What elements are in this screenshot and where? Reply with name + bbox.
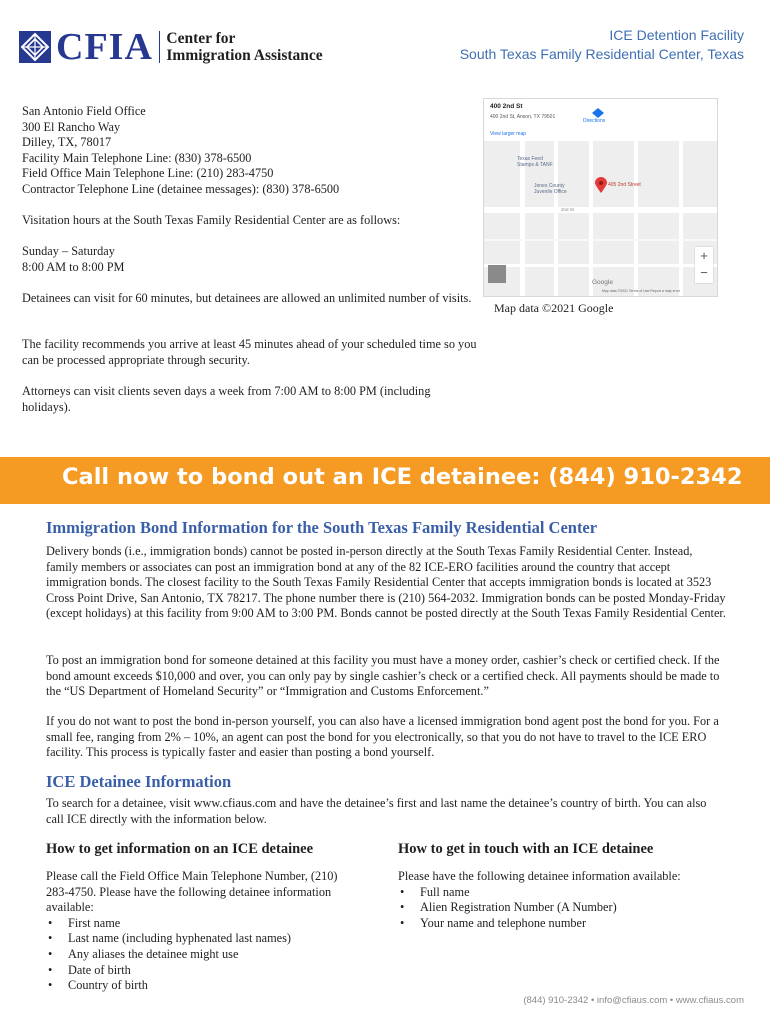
contact-column [398, 869, 728, 931]
info-column-text: Please call the Field Office Main Telephone Number, (210) 283-4750. Please have the following detainee information available: [46, 869, 338, 915]
map-zoom-controls [695, 247, 713, 283]
visitation-time: 8:00 AM to 8:00 PM [22, 259, 125, 274]
info-list [46, 916, 351, 994]
visitation-duration: Detainees can visit for 60 minutes, but detainees are allowed an unlimited number of visits. [22, 291, 472, 305]
logo-divider [159, 31, 161, 63]
street-view-pegman-icon[interactable] [488, 265, 506, 283]
map-street-label: 2nd St [561, 207, 575, 212]
call-banner-text[interactable]: Call now to bond out an ICE detainee: (844) 910-2342 [62, 464, 743, 490]
detainee-section-heading: ICE Detainee Information [46, 772, 232, 791]
list-item: • Alien Registration Number (A Number) [398, 900, 728, 916]
list-item: • First name [46, 916, 351, 932]
bond-paragraph: If you do not want to post the bond in-person yourself, you can also have a licensed immigration bond agent post the bond for you. For a small fee, ranging from 2% – 10%, an agent can post the bond for you electronically, so that you do not have to travel to the ICE ERO facility. This process is typically faster and easier than posting a bond yourself. [46, 714, 719, 760]
google-map[interactable] [483, 98, 718, 297]
bond-section-heading: Immigration Bond Information for the South Texas Family Residential Center [46, 518, 598, 537]
zoom-out-button[interactable]: − [700, 265, 708, 280]
contact-list [398, 885, 728, 932]
map-place-address: 400 2nd St, Anson, TX 79501 [490, 114, 556, 120]
facility-name: South Texas Family Residential Center, Texas [459, 46, 744, 62]
list-item: • Full name [398, 885, 728, 901]
office-line: San Antonio Field Office [22, 104, 146, 118]
office-line: 300 El Rancho Way [22, 119, 121, 134]
directions-icon[interactable] [591, 105, 605, 115]
logo-wordmark: CFIA [56, 26, 153, 68]
list-item: • Date of birth [46, 963, 351, 979]
map-attribution: Map data ©2021 Terms of Use Report a map error [602, 289, 680, 293]
detainee-intro: To search for a detainee, visit www.cfiaus.com and have the detainee’s first and last name the detainee’s country of birth. You can also call ICE directly with the information below. [46, 796, 707, 826]
list-item: • Your name and telephone number [398, 916, 728, 932]
map-place-title: 400 2nd St [490, 103, 523, 110]
logo-subtitle-line2: Immigration Assistance [166, 47, 323, 64]
directions-link[interactable]: Directions [583, 118, 606, 124]
zoom-in-button[interactable]: + [700, 248, 708, 263]
info-column [46, 869, 351, 994]
visitation-intro: Visitation hours at the South Texas Family Residential Center are as follows: [22, 213, 401, 227]
map-pin-icon[interactable] [595, 177, 607, 193]
facility-title [460, 26, 744, 64]
list-item: • Any aliases the detainee might use [46, 947, 351, 963]
visitation-days: Sunday – Saturday [22, 244, 115, 258]
list-item: • Last name (including hyphenated last names) [46, 931, 351, 947]
footer-contact: (844) 910-2342 • info@cfiaus.com • www.cfiaus.com [523, 995, 744, 1006]
logo-subtitle-line1: Center for [166, 30, 236, 47]
map-pin-label: 405 2nd Street [608, 182, 641, 188]
map-poi-label: Texas Feed Stamps & TANF [517, 156, 553, 168]
logo-subtitle [166, 30, 322, 64]
map-poi-label: Jones County Juvenile Office [534, 183, 567, 195]
google-logo: Google [592, 279, 613, 286]
bond-paragraph: To post an immigration bond for someone detained at this facility you must have a money order, cashier’s check or certified check. If the bond amount exceeds $10,000 and over, you can only pay by single cashier’s check or a certified check. All payments should be made to the “US Department of Homeland Security” or “Immigration and Customs Enforcement.” [46, 653, 720, 699]
info-column-heading: How to get information on an ICE detainee [46, 841, 314, 857]
visitation-arrival: The facility recommends you arrive at least 45 minutes ahead of your scheduled time so you can be processed appropriate through security. [22, 337, 477, 367]
cfia-emblem-icon [18, 30, 52, 64]
office-line: Contractor Telephone Line (detainee messages): (830) 378-6500 [22, 181, 340, 196]
view-larger-map-link[interactable]: View larger map [490, 131, 527, 137]
cfia-logo [18, 26, 348, 68]
office-line: Dilley, TX, 78017 [22, 135, 112, 150]
list-item: • Country of birth [46, 978, 351, 994]
facility-type: ICE Detention Facility [609, 27, 744, 43]
visitation-hours [22, 244, 322, 275]
office-address [22, 104, 462, 198]
contact-column-heading: How to get in touch with an ICE detainee [398, 841, 654, 857]
office-line: Facility Main Telephone Line: (830) 378-6500 [22, 150, 252, 165]
attorney-visits: Attorneys can visit clients seven days a week from 7:00 AM to 8:00 PM (including holidays). [22, 384, 431, 414]
contact-column-text: Please have the following detainee information available: [398, 869, 681, 883]
office-line: Field Office Main Telephone Line: (210) 283-4750 [22, 166, 274, 181]
map-caption: Map data ©2021 Google [494, 301, 614, 315]
bond-paragraph: Delivery bonds (i.e., immigration bonds) cannot be posted in-person directly at the South Texas Family Residential Center. Instead, family members or associates can post an immigration bond at any of the 82 ICE-ERO facilities around the country that accept immigration bonds. The closest facility to the South Texas Family Residential Center that accepts immigration bonds is located at 3523 Cross Point Drive, San Antonio, TX 78217. The phone number there is (210) 564-2032. Immigration bonds can be posted Monday-Friday (except holidays) at this facility from 9:00 AM to 3:00 PM. Bonds cannot be posted directly at the South Texas Family Residential Center. [46, 544, 726, 621]
